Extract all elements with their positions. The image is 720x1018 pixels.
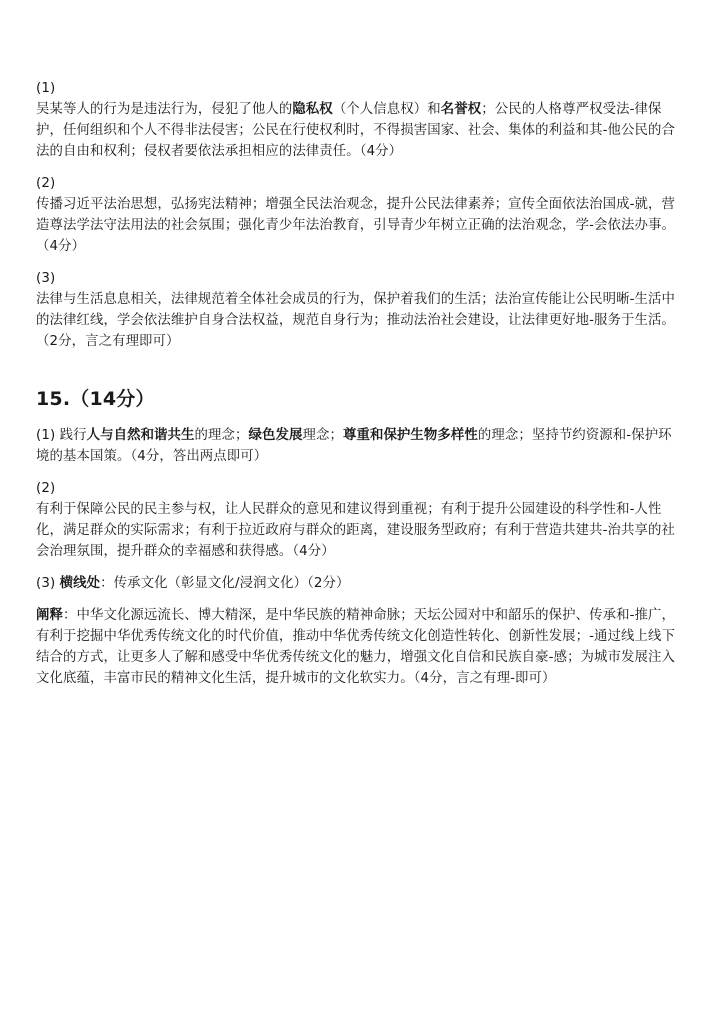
q14-part1-bold-privacy: 隐私权: [292, 102, 333, 117]
q15-part1-bold-biodiversity: 尊重和保护生物多样性: [342, 428, 478, 443]
answer-page: [36, 78, 684, 689]
q15-part2-number: (2): [36, 481, 56, 496]
q15-part1-text-b: 的理念；: [194, 428, 249, 443]
q15-part1-text-d: 的理念；坚持节约资源和-保护环境的基本国策。（4分，答出两点即可）: [36, 428, 672, 464]
q15-explanation: [36, 605, 684, 689]
q15-part2: [36, 478, 684, 562]
q14-part1-text-b: （个人信息权）和: [332, 102, 441, 117]
q14-part1-bold-reputation: 名誉权: [440, 102, 482, 117]
q15-part3-number: (3): [36, 576, 60, 591]
q14-part1: [36, 78, 684, 162]
q14-part2-text: 传播习近平法治思想，弘扬宪法精神；增强全民法治观念，提升公民法律素养；宣传全面依法治国成-就，营造尊法学法守法用法的社会氛围；强化青少年法治教育，引导青少年树立正确的法治观念，学-会依法办事。（4分）: [36, 197, 675, 254]
q14-part3: [36, 268, 684, 352]
q15-part1-text-c: 理念；: [302, 428, 343, 443]
q15-part1-bold-harmony: 人与自然和谐共生: [86, 428, 195, 443]
q14-part1-text-a: 吴某等人的行为是违法行为，侵犯了他人的: [36, 102, 293, 117]
q15-part1-number: (1): [36, 428, 60, 443]
q15-part1: [36, 425, 684, 467]
q14-part1-number: (1): [36, 81, 56, 96]
q15-explanation-text: ：中华文化源远流长、博大精深，是中华民族的精神命脉；天坛公园对中和韶乐的保护、传承和-推广，有利于挖掘中华优秀传统文化的时代价值，推动中华优秀传统文化创造性转化、创新性发展；-通过线上线下结合的方式，让更多人了解和感受中华优秀传统文化的魅力，增强文化自信和民族自豪-感；为城市发展注入文化底蕴，丰富市民的精神文化生活，提升城市的文化软实力。（4分，言之有理-即可）: [36, 608, 675, 686]
q14-part2: [36, 173, 684, 257]
q14-part3-number: (3): [36, 271, 56, 286]
q15-heading: 15.（14分）: [36, 388, 155, 410]
q15-part3-text: ：传承文化（彰显文化/浸润文化）（2分）: [100, 576, 350, 591]
q15-explanation-label: 阐释: [36, 608, 63, 623]
q14-part3-text: 法律与生活息息相关，法律规范着全体社会成员的行为，保护着我们的生活；法治宣传能让公民明晰-生活中的法律红线，学会依法维护自身合法权益，规范自身行为；推动法治社会建设，让法律更好地-服务于生活。（2分，言之有理即可）: [36, 292, 675, 349]
q15-part2-text: 有利于保障公民的民主参与权，让人民群众的意见和建议得到重视；有利于提升公园建设的科学性和-人性化，满足群众的实际需求；有利于拉近政府与群众的距离，建设服务型政府；有利于营造共建共-治共享的社会治理氛围，提升群众的幸福感和获得感。（4分）: [36, 502, 675, 559]
q15-part1-bold-green: 绿色发展: [248, 428, 303, 443]
q14-part1-text-c: ；公民的人格尊严权受法-律保护，任何组织和个人不得非法侵害；公民在行使权利时，不得损害国家、社会、集体的利益和其-他公民的合法的自由和权利；侵权者要依法承担相应的法律责任。（4分）: [36, 102, 675, 159]
q15-part1-text-a: 践行: [59, 428, 87, 443]
q15-part3-label: 横线处: [59, 576, 101, 591]
q14-part2-number: (2): [36, 176, 56, 191]
q15-part3: [36, 573, 684, 594]
